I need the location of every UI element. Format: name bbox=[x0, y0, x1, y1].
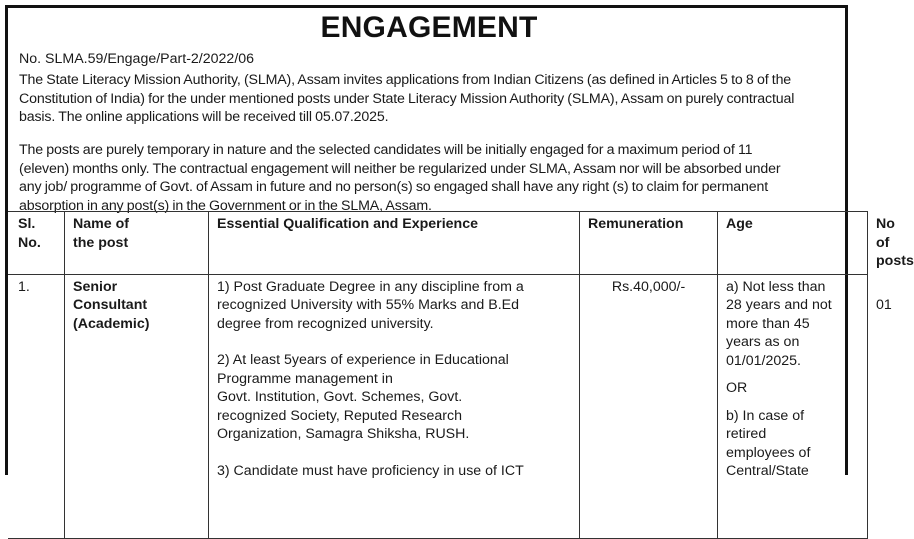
cell-qualification: 1) Post Graduate Degree in any discipline from a recognized University with 55% Marks and B.Ed degree from recognized university. 2) At least 5years of experience in Educational Programme management in Govt. Institution, Govt. Schemes, Govt. recognized Society, Reputed Research Organization, Samagra Shiksha, RUSH. 3) Candidate must have proficiency in use of ICT bbox=[209, 274, 580, 538]
posts-table bbox=[8, 211, 914, 539]
cell-age: a) Not less than 28 years and not more than 45 years as on 01/01/2025. OR b) In case of retired employees of Central/State bbox=[718, 274, 868, 538]
cell-remuneration: Rs.40,000/- bbox=[580, 274, 718, 538]
intro-paragraph bbox=[19, 71, 844, 127]
terms-line: absorption in any post(s) in the Government or in the SLMA, Assam. bbox=[19, 197, 432, 214]
header-post-name: Name of the post bbox=[65, 212, 209, 275]
terms-line: (eleven) months only. The contractual engagement will neither be regularized under SLMA, Assam nor will be absorbed under bbox=[19, 160, 781, 177]
header-qualification: Essential Qualification and Experience bbox=[209, 212, 580, 275]
header-remuneration: Remuneration bbox=[580, 212, 718, 275]
terms-paragraph bbox=[19, 141, 844, 215]
page-title: ENGAGEMENT bbox=[320, 11, 538, 44]
header-sl-no: Sl. No. bbox=[8, 212, 65, 275]
intro-line: Constitution of India) for the under mentioned posts under State Literacy Mission Authority (SLMA), Assam on purely contractual bbox=[19, 90, 795, 107]
table-row: 1. Senior Consultant (Academic) 1) Post Graduate Degree in any discipline from a recognized University with 55% Marks and B.Ed degree from recognized university. 2) At least 5years of experience in Educational Programme management in Govt. Institution, Govt. Schemes, Govt. recognized Society, Reputed Research Organization, Samagra Shiksha, RUSH. 3) Candidate must have proficiency in use of ICT Rs.40,000/- a) Not less than 28 years and not more than 45 years as on 01/01/2025. OR b) In case of retired employees of Central/State 01 bbox=[8, 274, 868, 538]
header-age: Age bbox=[718, 212, 868, 275]
terms-line: The posts are purely temporary in nature and the selected candidates will be initially engaged for a maximum period of 11 bbox=[19, 142, 753, 158]
intro-line: basis. The online applications will be received till 05.07.2025. bbox=[19, 109, 389, 125]
reference-number: No. SLMA.59/Engage/Part-2/2022/06 bbox=[19, 51, 255, 67]
table-header-row: Sl. No. Name of the post Essential Qualification and Experience Remuneration Age No of posts bbox=[8, 212, 868, 275]
cell-sl-no: 1. bbox=[8, 274, 65, 538]
cell-post-name: Senior Consultant (Academic) bbox=[65, 274, 209, 538]
intro-line: The State Literacy Mission Authority, (SLMA), Assam invites applications from Indian Citizens (as defined in Articles 5 to 8 of the bbox=[19, 72, 792, 88]
terms-line: any job/ programme of Govt. of Assam in future and no person(s) so engaged shall have any right (s) to claim for permanent bbox=[19, 179, 769, 195]
